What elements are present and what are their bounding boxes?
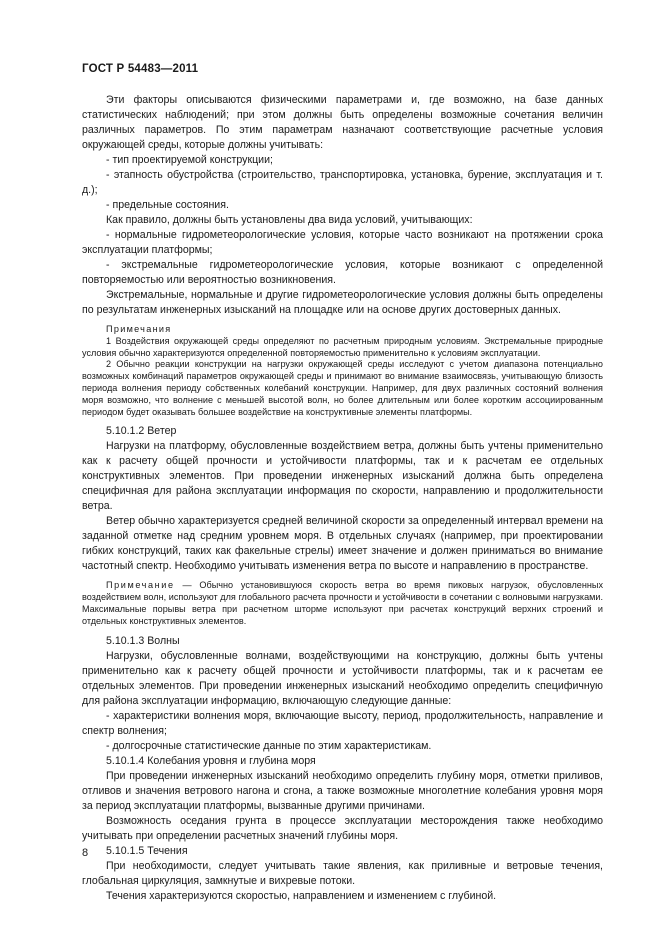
notes-block [82,324,603,418]
list-item: - характеристики волнения моря, включающие высоту, период, продолжительность, направление и спектр волнения; [82,709,603,737]
section-heading: 5.10.1.2 Ветер [106,425,177,438]
note-label: Примечание [106,580,175,591]
paragraph: При проведении инженерных изысканий необходимо определить глубину моря, отметки приливов, отливов и значения ветрового нагона и сгона, а также возможные многолетние колебания уровня моря за период эксплуатации платформы, вызванные другими причинами. [82,769,603,812]
paragraph: Экстремальные, нормальные и другие гидрометеорологические условия должны быть определены по результатам инженерных изысканий на площадке или на основе других достоверных данных. [82,289,603,316]
note-item [82,580,603,627]
list-item: - предельные состояния. [106,199,229,211]
section-heading: 5.10.1.4 Колебания уровня и глубина моря [106,754,316,767]
paragraph: Эти факторы описываются физическими параметрами и, где возможно, на базе данных статистических наблюдений; при этом должны быть определены возможные сочетания величин различных параметров. По этим параметрам назначают соответствующие расчетные условия окружающей среды, которые должны учитывать: [82,94,603,151]
paragraph: Нагрузки, обусловленные волнами, воздействующими на конструкцию, должны быть учтены применительно как к расчету общей прочности и устойчивости платформы, так и к расчетам ее отдельных элементов. При проведении инженерных изысканий необходимо определить специфичную для района эксплуатации информацию, включающую следующие данные: [82,649,603,707]
section-heading: 5.10.1.5 Течения [106,844,188,857]
document-body [82,93,603,904]
list-item: - экстремальные гидрометеорологические условия, которые возникают с определенной повторяемостью или вероятностью возникновения. [82,259,603,286]
list-item: - нормальные гидрометеорологические условия, которые часто возникают на протяжении срока эксплуатации платформы; [82,229,603,256]
paragraph: Возможность оседания грунта в процессе эксплуатации месторождения также необходимо учитывать при определении расчетных значений глубины моря. [82,814,603,842]
list-item: - этапность обустройства (строительство, транспортировка, установка, бурение, эксплуатация и т. д.); [82,169,603,196]
paragraph: Ветер обычно характеризуется средней величиной скорости за определенный интервал времени на заданной отметке над средним уровнем моря. В отдельных случаях (например, при проектировании гибких конструкций, таких как факельные стрелы) имеет значение и должен приниматься во внимание частотный спектр. Необходимо учитывать изменения ветра по высоте и направлению в пространстве. [82,515,603,573]
paragraph: При необходимости, следует учитывать такие явления, как приливные и ветровые течения, глобальная циркуляция, замкнутые и вихревые потоки. [82,859,603,887]
list-item: - тип проектируемой конструкции; [106,154,273,166]
section-heading: 5.10.1.3 Волны [106,634,180,647]
page-number: 8 [82,847,89,859]
notes-label: Примечания [106,324,172,334]
note-block [82,580,603,627]
note-text: — Обычно установившуюся скорость ветра во время пиковых нагрузок, обусловленных воздействием волн, используют для глобального расчета прочности и устойчивости в сочетании с волновыми нагрузками. Максимальные порывы ветра при расчетном шторме используют при расчетах конструкций верхних строений и отдельных конструктивных элементов. [82,580,603,626]
paragraph: Течения характеризуются скоростью, направлением и изменением с глубиной. [106,889,497,902]
list-item: - долгосрочные статистические данные по этим характеристикам. [106,739,432,752]
document-header: ГОСТ Р 54483—2011 [82,63,199,75]
note-item: 2 Обычно реакции конструкции на нагрузки окружающей среды исследуют с учетом диапазона потенциально возможных комбинаций параметров окружающей среды и принимают во внимание взаимосвязь, учитывающую близость периода волнения периоду собственных колебаний конструкции. Например, для двух различных состояний волнения моря возможно, что волнение с меньшей высотой волн, но более длительным или более коротким ассоциированным периодом будет оказывать большее воздействие на конструктивные элементы платформы. [82,359,603,417]
note-item: 1 Воздействия окружающей среды определяют по расчетным природным условиям. Экстремальные природные условия обычно характеризуются определенной повторяемостью применительно к условиям эксплуатации. [82,335,603,358]
paragraph: Как правило, должны быть установлены два вида условий, учитывающих: [106,214,473,226]
paragraph: Нагрузки на платформу, обусловленные воздействием ветра, должны быть учтены применительно как к расчету общей прочности и устойчивости платформы, так и к расчетам ее отдельных конструктивных элементов. При проведении инженерных изысканий должна быть определена специфичная для района эксплуатации информация по скорости, направлению и продолжительности ветра. [82,440,603,513]
